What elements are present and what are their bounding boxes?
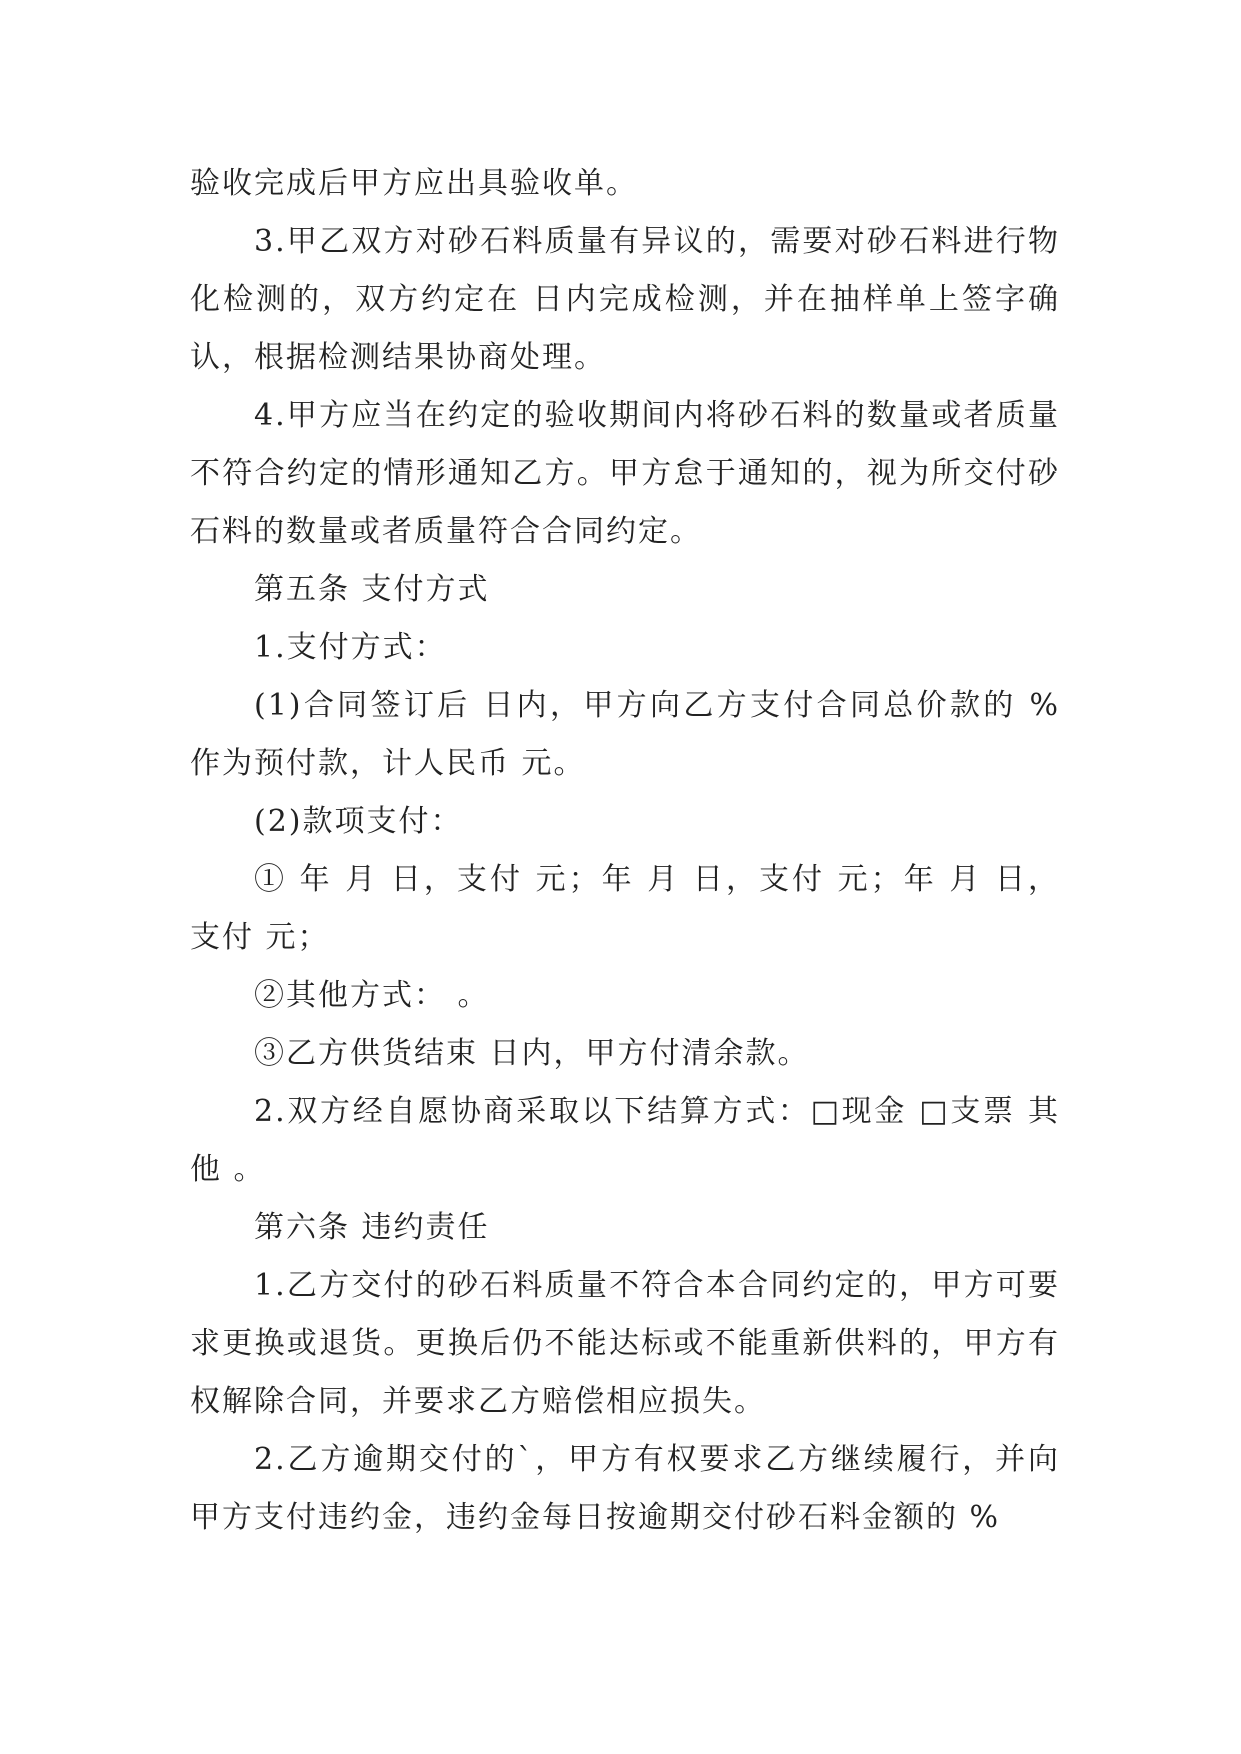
paragraph-installment-1: ① 年 月 日，支付 元；年 月 日，支付 元；年 月 日，支付 元； [190, 862, 1060, 955]
paragraph-clause-5-1: 1.支付方式： [254, 630, 447, 665]
paragraph-clause-5-2: 2.双方经自愿协商采取以下结算方式：□现金 □支票 其他 。 [190, 1094, 1060, 1187]
paragraph-clause-6-2: 2.乙方逾期交付的`，甲方有权要求乙方继续履行，并向甲方支付违约金，违约金每日按逾期交付砂石料金额的 % [190, 1442, 1060, 1535]
section-heading-article-5: 第五条 支付方式 [254, 572, 490, 607]
paragraph-installment-3: ③乙方供货结束 日内，甲方付清余款。 [254, 1036, 810, 1071]
paragraph-acceptance-note: 验收完成后甲方应出具验收单。 [190, 166, 638, 201]
paragraph-installment-2: ②其他方式： 。 [254, 978, 490, 1013]
document-body [190, 155, 1060, 1547]
paragraph-clause-4-3: 3.甲乙双方对砂石料质量有异议的，需要对砂石料进行物化检测的，双方约定在 日内完成检测，并在抽样单上签字确认，根据检测结果协商处理。 [190, 224, 1060, 375]
paragraph-clause-5-1-2: (2)款项支付： [254, 804, 463, 839]
section-heading-article-6: 第六条 违约责任 [254, 1210, 490, 1245]
paragraph-clause-5-1-1: (1)合同签订后 日内，甲方向乙方支付合同总价款的 %作为预付款，计人民币 元。 [190, 688, 1060, 781]
paragraph-clause-4-4: 4.甲方应当在约定的验收期间内将砂石料的数量或者质量不符合约定的情形通知乙方。甲方怠于通知的，视为所交付砂石料的数量或者质量符合合同约定。 [190, 398, 1060, 549]
paragraph-clause-6-1: 1.乙方交付的砂石料质量不符合本合同约定的，甲方可要求更换或退货。更换后仍不能达标或不能重新供料的，甲方有权解除合同，并要求乙方赔偿相应损失。 [190, 1268, 1060, 1419]
